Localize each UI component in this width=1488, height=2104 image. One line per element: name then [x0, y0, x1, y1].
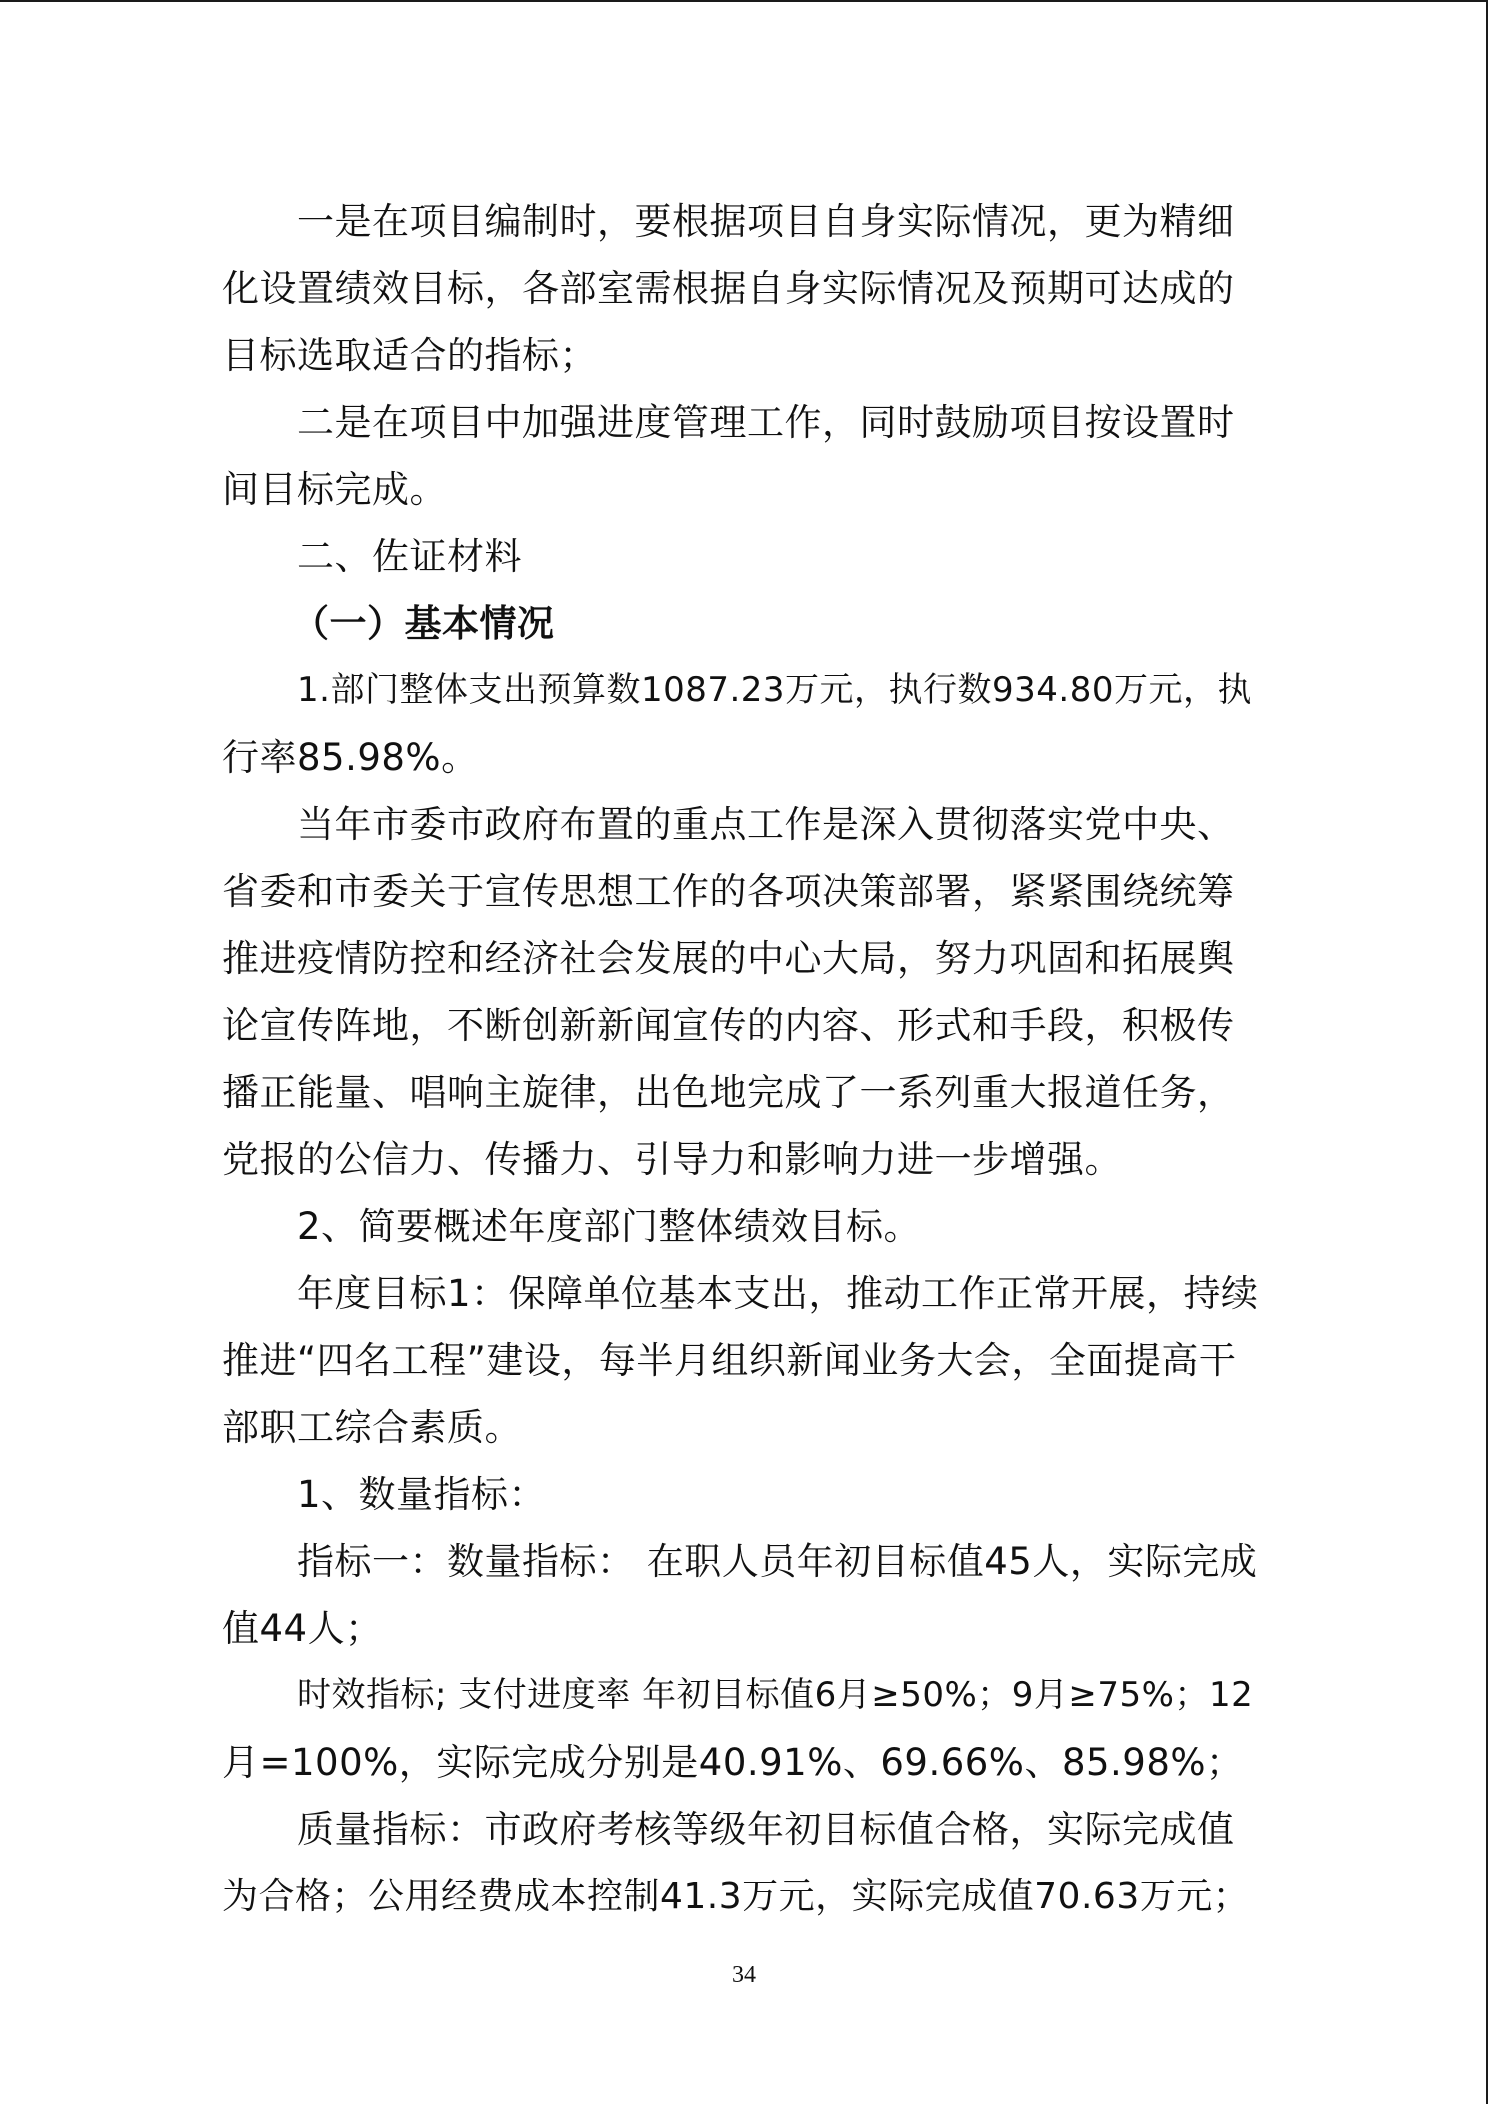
- text-line: 党报的公信力、传播力、引导力和影响力进一步增强。: [222, 1138, 1122, 1181]
- text-line: 二、佐证材料: [297, 535, 522, 578]
- page-number: 34: [732, 1962, 756, 1988]
- text-line: 质量指标：市政府考核等级年初目标值合格，实际完成值: [297, 1808, 1235, 1851]
- subsection-heading: [222, 590, 1268, 657]
- paragraph: [222, 1260, 1268, 1461]
- text-line: 二是在项目中加强进度管理工作，同时鼓励项目按设置时: [297, 401, 1235, 444]
- paragraph: [222, 188, 1268, 389]
- text-line: 化设置绩效目标，各部室需根据自身实际情况及预期可达成的: [222, 267, 1235, 310]
- paragraph: [222, 1461, 1268, 1528]
- paragraph: [222, 1662, 1268, 1796]
- text-line: 行率85.98%。: [222, 736, 479, 779]
- paragraph: [222, 657, 1268, 791]
- text-line: 推进疫情防控和经济社会发展的中心大局，努力巩固和拓展舆: [222, 937, 1235, 980]
- text-line: 为合格；公用经费成本控制41.3万元，实际完成值70.63万元；: [222, 1876, 1250, 1917]
- text-line: 值44人；: [222, 1607, 383, 1650]
- text-line: 一是在项目编制时，要根据项目自身实际情况，更为精细: [297, 200, 1235, 243]
- paragraph: [222, 1528, 1268, 1662]
- text-line: 年度目标1：保障单位基本支出，推动工作正常开展，持续: [297, 1272, 1259, 1315]
- section-heading: [222, 523, 1268, 590]
- text-line: 部职工综合素质。: [222, 1406, 522, 1449]
- text-line: 间目标完成。: [222, 468, 447, 511]
- text-line: 1、数量指标：: [297, 1473, 547, 1516]
- document-body: [222, 188, 1268, 1930]
- text-line: 播正能量、唱响主旋律，出色地完成了一系列重大报道任务，: [222, 1071, 1235, 1114]
- text-line: （一）基本情况: [292, 602, 555, 645]
- text-line: 论宣传阵地，不断创新新闻宣传的内容、形式和手段，积极传: [222, 1004, 1235, 1047]
- text-line: 省委和市委关于宣传思想工作的各项决策部署，紧紧围绕统筹: [222, 870, 1235, 913]
- text-line: 月=100%，实际完成分别是40.91%、69.66%、85.98%；: [222, 1741, 1244, 1784]
- text-line: 推进“四名工程”建设，每半月组织新闻业务大会，全面提高干: [222, 1339, 1237, 1382]
- paragraph: [222, 791, 1268, 1193]
- paragraph: [222, 389, 1268, 523]
- text-line: 时效指标; 支付进度率 年初目标值6月≥50%；9月≥75%；12: [297, 1675, 1254, 1715]
- text-line: 目标选取适合的指标；: [222, 334, 597, 377]
- text-line: 2、简要概述年度部门整体绩效目标。: [297, 1205, 922, 1248]
- paragraph: [222, 1796, 1268, 1930]
- text-line: 指标一：数量指标： 在职人员年初目标值45人，实际完成: [297, 1540, 1258, 1583]
- paragraph: [222, 1193, 1268, 1260]
- text-line: 1.部门整体支出预算数1087.23万元，执行数934.80万元，执: [297, 670, 1253, 710]
- text-line: 当年市委市政府布置的重点工作是深入贯彻落实党中央、: [297, 803, 1235, 846]
